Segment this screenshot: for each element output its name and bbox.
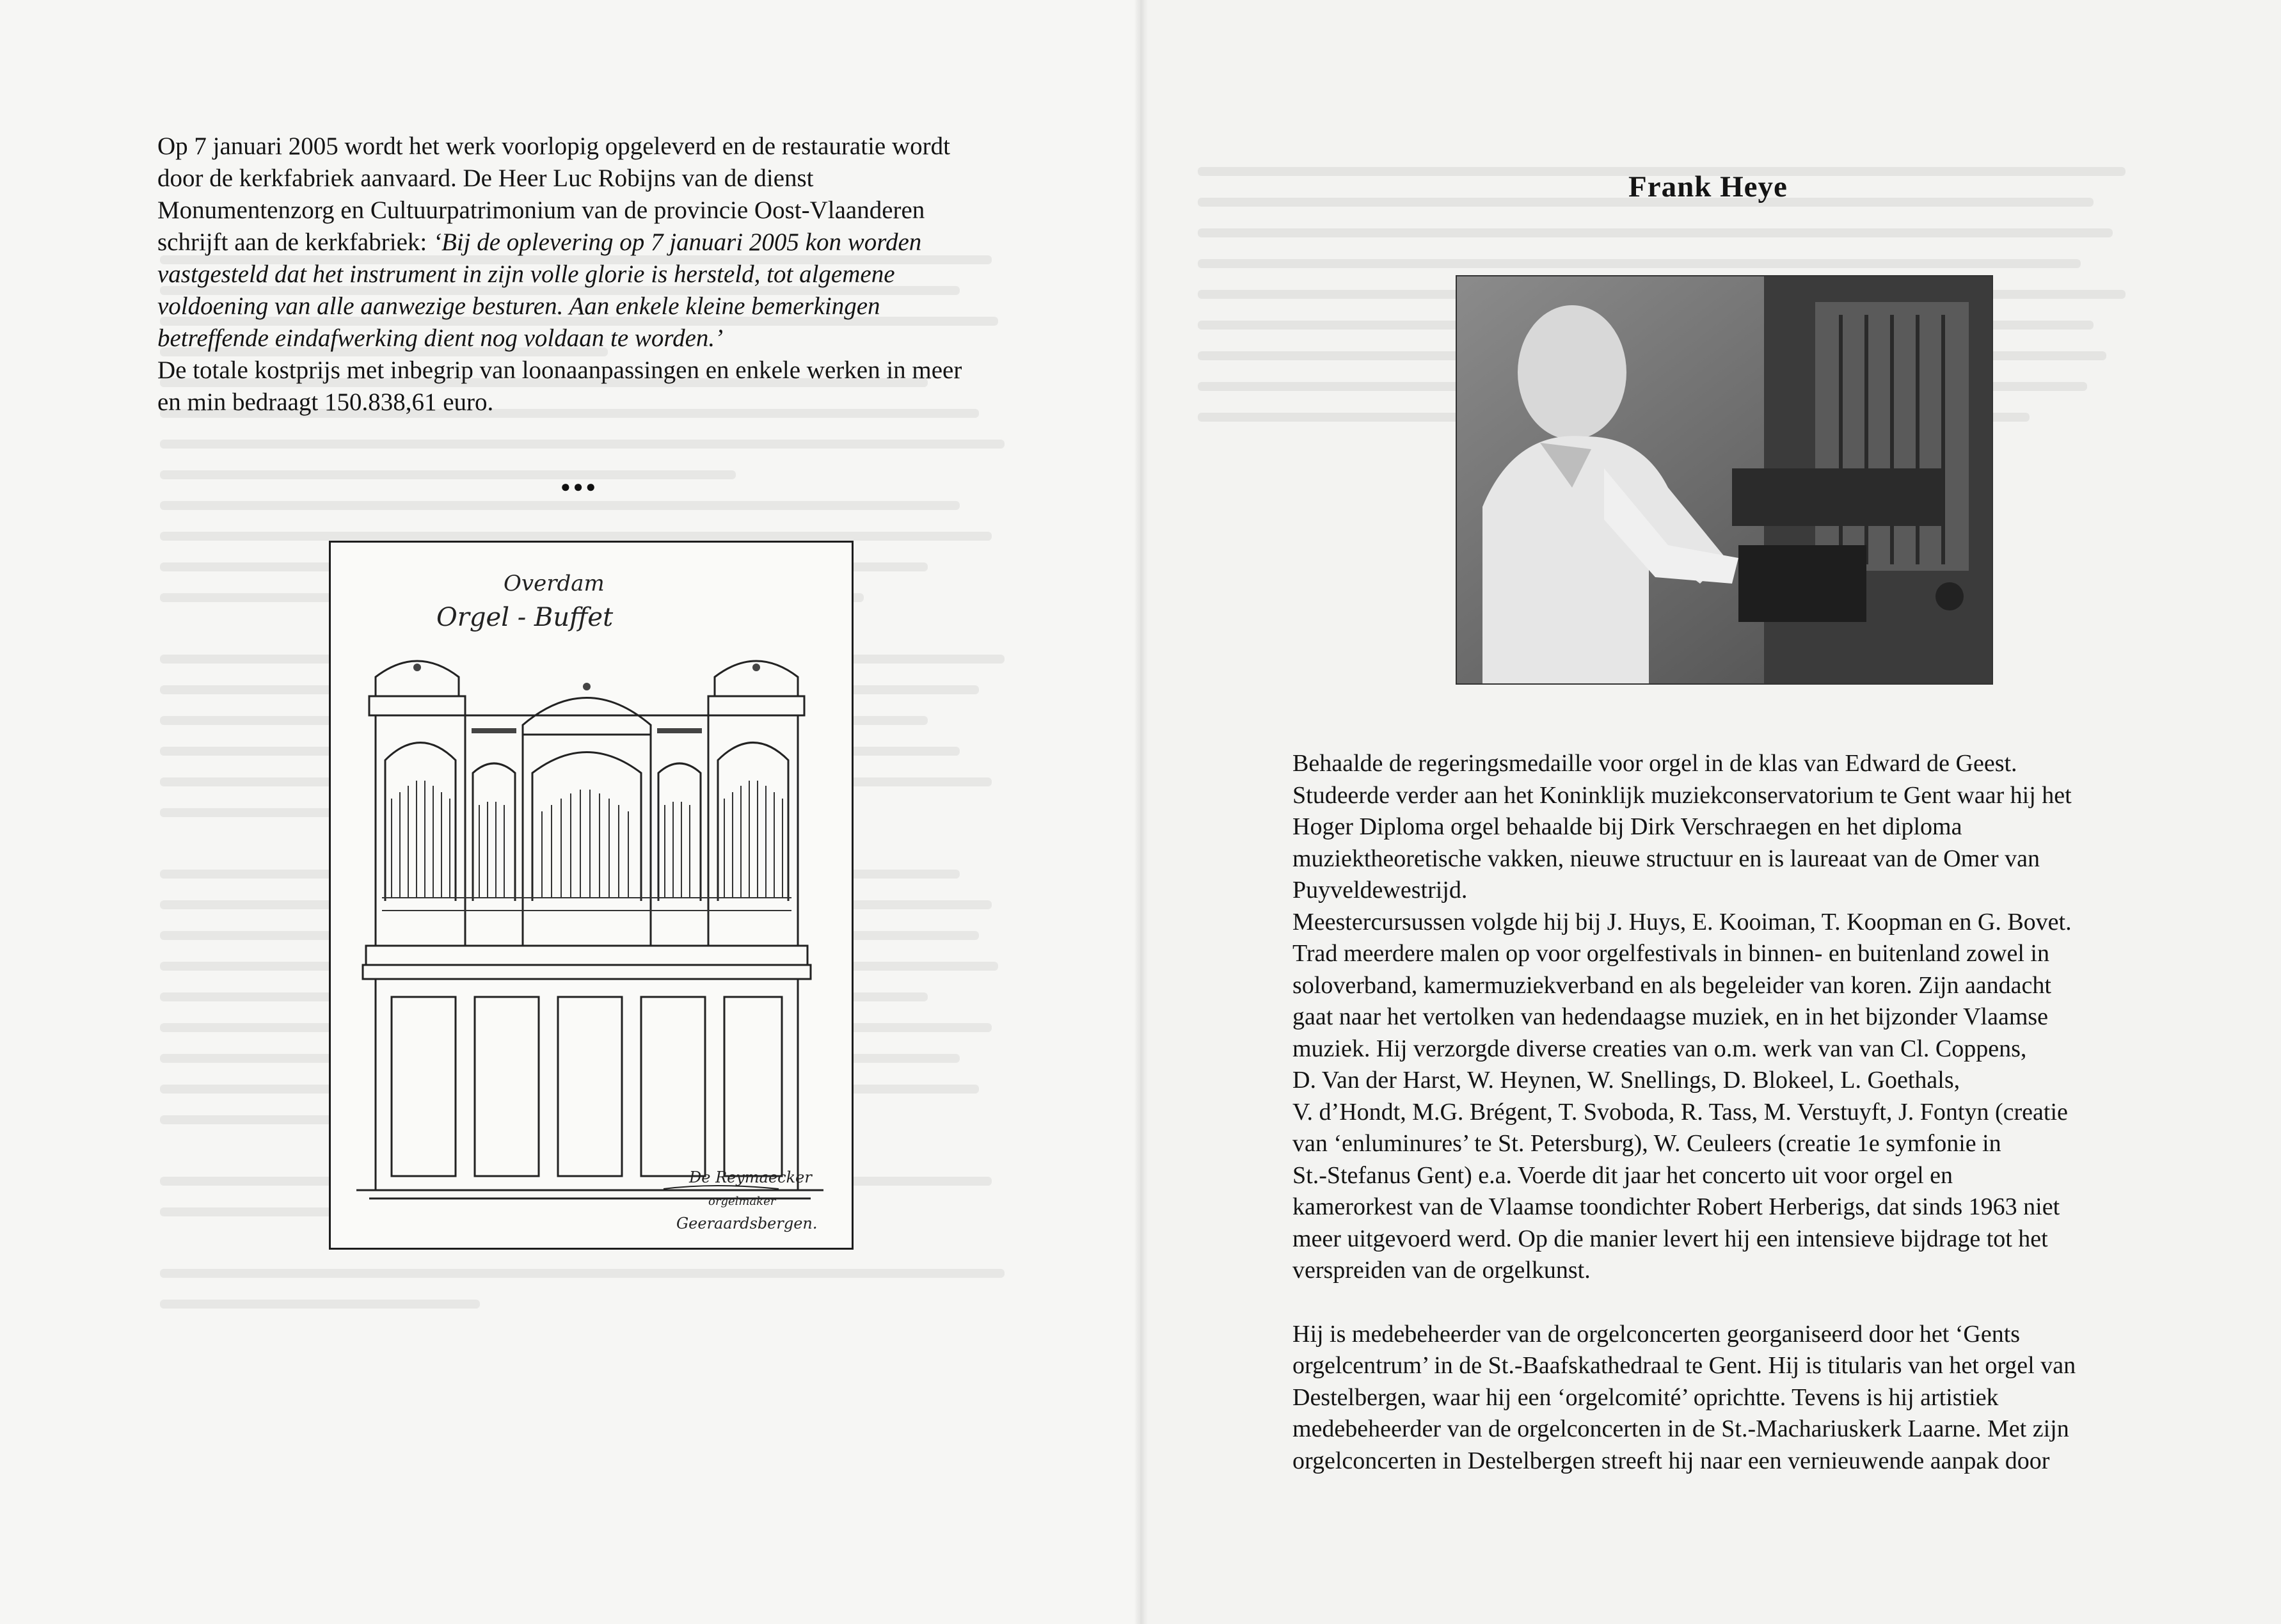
bio-line: Destelbergen, waar hij een ‘orgelcomité’ oprichtte. Tevens is hij artistiek <box>1292 1383 1999 1411</box>
bio-line: V. d’Hondt, M.G. Brégent, T. Svoboda, R. Tass, M. Verstuyft, J. Fontyn (creatie <box>1292 1098 2068 1126</box>
section-separator: ●●● <box>560 477 599 496</box>
paragraph-line: De totale kostprijs met inbegrip van loonaanpassingen en enkele werken in meer <box>157 356 962 384</box>
organist-photo <box>1456 275 1993 685</box>
book-gutter <box>1134 0 1148 1624</box>
quote-line: betreffende eindafwerking dient nog voldaan te worden.’ <box>157 324 724 352</box>
left-page <box>0 0 1140 1624</box>
biography-text <box>1292 748 2188 1477</box>
bio-line: soloverband, kamermuziekverband en als begeleider van koren. Zijn aandacht <box>1292 971 2051 999</box>
paragraph-line <box>157 227 1040 259</box>
right-page <box>1140 0 2281 1624</box>
paragraph-line: Op 7 januari 2005 wordt het werk voorlopig opgeleverd en de restauratie wordt <box>157 132 950 160</box>
bio-line: meer uitgevoerd werd. Op die manier levert hij een intensieve bijdrage tot het <box>1292 1225 2048 1252</box>
bio-line: D. Van der Harst, W. Heynen, W. Snellings, D. Blokeel, L. Goethals, <box>1292 1067 1960 1094</box>
restoration-paragraph <box>157 131 1040 418</box>
bio-line: orgelconcerten in Destelbergen streeft hij naar een vernieuwende aanpak door <box>1292 1447 2050 1474</box>
drawing-heading-2: Orgel - Buffet <box>436 603 614 632</box>
organ-drawing <box>329 541 854 1250</box>
paragraph-line: en min bedraagt 150.838,61 euro. <box>157 388 494 416</box>
bio-line: kamerorkest van de Vlaamse toondichter Robert Herberigs, dat sinds 1963 niet <box>1292 1193 2060 1220</box>
paragraph-line-lead: schrijft aan de kerkfabriek: <box>157 228 433 256</box>
signature-line-1: De Reymaecker <box>689 1168 812 1186</box>
paragraph-line: Monumentenzorg en Cultuurpatrimonium van de provincie Oost-Vlaanderen <box>157 196 925 224</box>
page-title: Frank Heye <box>1628 170 1788 203</box>
quote-line: voldoening van alle aanwezige besturen. Aan enkele kleine bemerkingen <box>157 292 880 320</box>
bio-line: verspreiden van de orgelkunst. <box>1292 1257 1591 1284</box>
quote-line: vastgesteld dat het instrument in zijn volle glorie is hersteld, tot algemene <box>157 260 895 288</box>
signature-line-2: orgelmaker <box>708 1195 776 1208</box>
bio-line: gaat naar het vertolken van hedendaagse muziek, en in het bijzonder Vlaamse <box>1292 1003 2049 1030</box>
bio-line: van ‘enluminures’ te St. Petersburg), W. Ceuleers (creatie 1e symfonie in <box>1292 1130 2001 1157</box>
organist-photo-image <box>1457 276 1992 683</box>
bio-line: Puyveldewestrijd. <box>1292 877 1468 904</box>
bio-line: Behaalde de regeringsmedaille voor orgel in de klas van Edward de Geest. <box>1292 750 2017 777</box>
drawing-heading-1: Overdam <box>504 571 605 596</box>
bio-line: Meestercursussen volgde hij bij J. Huys, E. Kooiman, T. Koopman en G. Bovet. <box>1292 908 2072 935</box>
signature-line-3: Geeraardsbergen. <box>676 1214 818 1232</box>
bio-line: orgelcentrum’ in de St.-Baafskathedraal te Gent. Hij is titularis van het orgel van <box>1292 1352 2076 1379</box>
bio-line: St.-Stefanus Gent) e.a. Voerde dit jaar het concerto uit voor orgel en <box>1292 1161 1953 1189</box>
paragraph-line: door de kerkfabriek aanvaard. De Heer Luc Robijns van de dienst <box>157 164 814 192</box>
bio-line: muziektheoretische vakken, nieuwe structuur en is laureaat van de Omer van <box>1292 845 2040 872</box>
paragraph-gap <box>1292 1287 2188 1319</box>
bio-line: Hij is medebeheerder van de orgelconcerten georganiseerd door het ‘Gents <box>1292 1320 2021 1348</box>
bio-line: Studeerde verder aan het Koninklijk muziekconservatorium te Gent waar hij het <box>1292 781 2072 809</box>
bio-line: medebeheerder van de orgelconcerten in de St.-Machariuskerk Laarne. Met zijn <box>1292 1415 2069 1442</box>
bio-line: Hoger Diploma orgel behaalde bij Dirk Verschraegen en het diploma <box>1292 813 1962 840</box>
bio-line: muziek. Hij verzorgde diverse creaties van o.m. werk van van Cl. Coppens, <box>1292 1035 2027 1062</box>
bio-line: Trad meerdere malen op voor orgelfestivals in binnen- en buitenland zowel in <box>1292 940 2049 967</box>
quote-start: ‘Bij de oplevering op 7 januari 2005 kon worden <box>433 228 922 256</box>
organ-case-illustration <box>331 543 852 1248</box>
